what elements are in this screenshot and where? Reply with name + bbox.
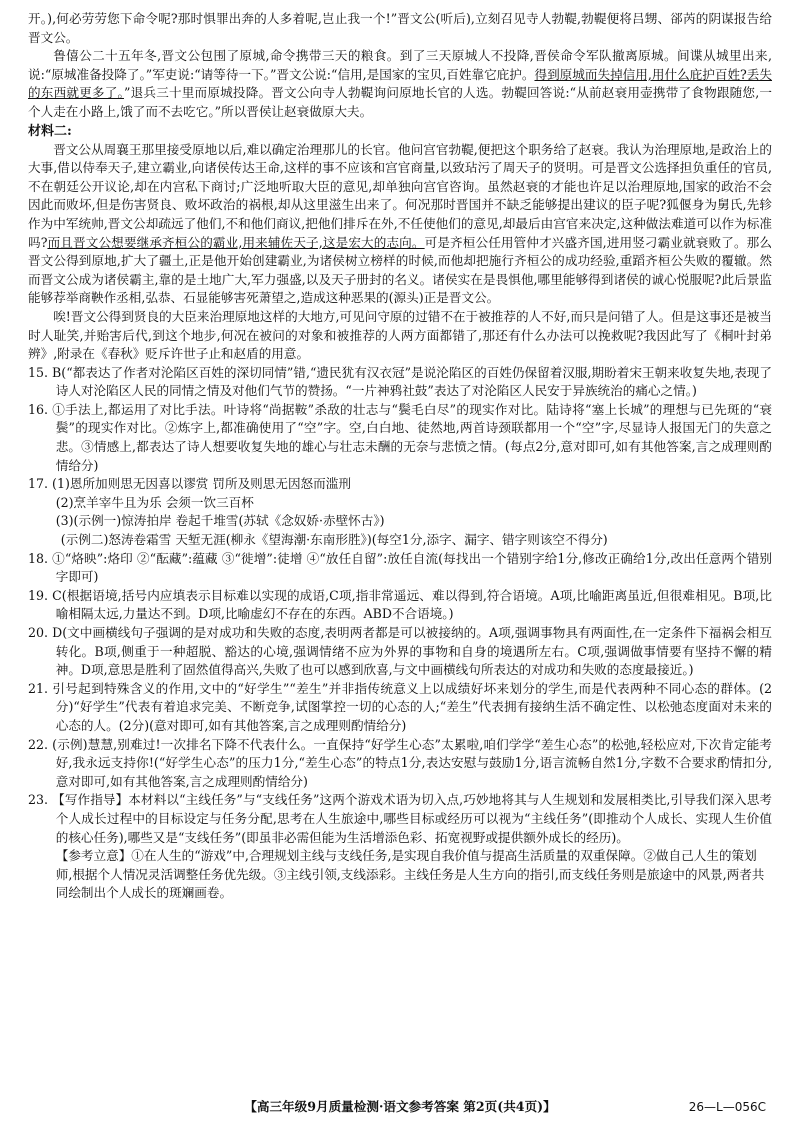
answer-19: 19. C(根据语境,括号内应填表示目标难以实现的成语,C项,指非常遥远、难以得到,符合语境。A项,比喻距离虽近,但很难相见。B项,比喻相隔太远,力量达不到。D项,比喻虚幻不存在的东西。ABD不合语境。) <box>28 587 772 622</box>
footer-code: 26—L—056C <box>688 1100 766 1114</box>
material-two-paragraph-2: 唉!晋文公得到贤良的大臣来治理原地这样的大地方,可见问守原的过错不在于被推荐的人不好,而只是问错了人。但是这事还是被当时人耻笑,并贻害后代,到这个地步,何况在被问的对象和被推荐的人两方面都错了,那还有什么办法可以挽救呢?我因此写了《桐叶封弟辨》,附录在《春秋》贬斥许世子止和赵盾的用意。 <box>28 308 772 362</box>
material-two <box>28 122 772 364</box>
material-two-heading: 材料二: <box>28 123 72 139</box>
answer-23-reference: 【参考立意】①在人生的“游戏”中,合理规划主线与支线任务,是实现自我价值与提高生活质量的双重保障。②做自己人生的策划师,根据个人情况灵活调整任务优先级。③主线引领,支线添彩。主线任务是人生方向的指引,而支线任务则是旅途中的风景,两者共同绘制出个人成长的斑斓画卷。 <box>55 848 765 901</box>
answers-section <box>28 364 772 903</box>
material-one <box>28 10 772 122</box>
material-one-text-b: ”退兵三十里而原城投降。晋文公向寺人勃鞮询问原地长官的人选。勃鞮回答说:“从前赵衰用壶携带了食物跟随您,一个人走在小路上,饿了而不去吃它。”所以晋侯让赵衰做原大夫。 <box>28 85 773 119</box>
answer-17-line-4: (示例二)怒涛卷霜雪 天堑无涯(柳永《望海潮·东南形胜》)(每空1分,添字、漏字、错字则该空不得分) <box>60 532 608 548</box>
answer-16: 16. ①手法上,都运用了对比手法。叶诗将“尚据鞍”杀敌的壮志与“鬓毛白尽”的现实作对比。陆诗将“塞上长城”的理想与已先斑的“衰鬓”的现实作对比。②炼字上,都准确使用了“空”字。空,白白地、徒然地,两首诗颈联都用一个“空”字,尽显诗人报国无门的失意之悲。③情感上,都表达了诗人想要收复失地的雄心与壮志未酬的无奈与悲愤之情。(每点2分,意对即可,如有其他答案,言之成理则酌情给分) <box>28 401 772 473</box>
answer-22: 22. (示例)慧慧,别难过!一次排名下降不代表什么。一直保持“好学生心态”太累啦,咱们学学“差生心态”的松弛,轻松应对,下次肯定能考好,我永远支持你!(“好学生心态”的压力1分,“差生心态”的特点1分,表达安慰与鼓励1分,语言流畅自然1分,字数不合要求酌情扣分,意对即可,如有其他答案,言之成理则酌情给分) <box>28 736 772 789</box>
material-two-text-a: 晋文公从周襄王那里接受原地以后,难以确定治理那儿的长官。他问宫官勃鞮,便把这个职务给了赵衰。我认为治理原地,是政治上的大事,借以侍奉天子,建立霸业,向诸侯传达王命,这样的事不应该和宫官商量,以致玷污了周天子的贤明。可是晋文公选择担负重任的官员,不在朝廷公开议论,却在内宫私下商讨;广泛地听取大臣的意见,却单独向宫官咨询。虽然赵衰的才能也许足以治理原地,国家的政治不会因此而败坏,但是伤害贤良、败坏政治的祸根,却从这里滋生出来了。何况那时晋国并不缺乏能够提出建议的臣子呢?狐偃身为舅氏,先轸作为中军统帅,晋文公却疏远了他们,不和他们商议,把他们排斥在外,不任使他们的意见,却最后由宫官来决定,这种做法难道可以作为标准吗? <box>28 141 772 250</box>
material-one-text-a: 鲁僖公二十五年冬,晋文公包围了原城,命令携带三天的粮食。到了三天原城人不投降,晋侯命令军队撤离原城。间谍从城里出来,说:“原城准备投降了。”军吏说:“请等待一下。”晋文公说:“信用,是国家的宝贝,百姓靠它庇护。 <box>28 48 772 82</box>
answer-15: 15. B(“都表达了作者对沦陷区百姓的深切同情”错,“遗民犹有汉衣冠”是说沦陷区的百姓仍保留着汉服,期盼着宋王朝来收复失地,表现了诗人对沦陷区人民的同情之情及对他们气节的赞扬。“一片神鸦社鼓”表达了对沦陷区人民安于异族统治的痛心之情。) <box>28 364 772 399</box>
answer-17-line-2: (2)烹羊宰牛且为乐 会须一饮三百杯 <box>55 494 254 510</box>
page-footer <box>0 1098 800 1116</box>
material-two-paragraph-1 <box>28 141 772 308</box>
answer-20: 20. D(文中画横线句子强调的是对成功和失败的态度,表明两者都是可以被接纳的。A项,强调事物具有两面性,在一定条件下福祸会相互转化。B项,侧重于一种超脱、豁达的心境,强调情绪不应为外界的事物和自身的境遇所左右。C项,强调做事情要有坚持不懈的精神。D项,意思是胜利了固然值得高兴,失败了也可以感到欣喜,与文中画横线句所表达的对成功和失败的态度最接近。) <box>28 625 772 678</box>
answer-23: 23. 【写作指导】本材料以“主线任务”与“支线任务”这两个游戏术语为切入点,巧妙地将其与人生规划和发展相类比,引导我们深入思考个人成长过程中的目标设定与任务分配,思考在人生旅途中,哪些目标或经历可以视为“主线任务”(即推动个人成长、实现人生价值的核心任务),哪些又是“支线任务”(即虽非必需但能为生活增添色彩、拓宽视野或提供额外成长的经历)。 <box>28 792 772 845</box>
answer-17-line-3: (3)(示例一)惊涛拍岸 卷起千堆雪(苏轼《念奴娇·赤壁怀古》) <box>55 513 385 529</box>
footer-title: 【高三年级9月质量检测·语文参考答案 第2页(共4页)】 <box>244 1099 556 1114</box>
answer-18: 18. ①“烙映”:烙印 ②“酝藏”:蕴藏 ③“徙增”:徒增 ④“放任自留”:放任自流(每找出一个错别字给1分,修改正确给1分,改出任意两个错别字即可) <box>28 550 772 585</box>
answer-21: 21. 引号起到特殊含义的作用,文中的“好学生”“差生”并非指传统意义上以成绩好坏来划分的学生,而是代表两种不同心态的群体。(2分)“好学生”代表有着追求完美、不断竞争,试图掌控一切的心态的人;“差生”代表拥有接纳生活不确定性、以松弛态度面对未来的心态的人。(2分)(意对即可,如有其他答案,言之成理则酌情给分) <box>28 680 772 733</box>
material-one-paragraph-2 <box>28 47 772 121</box>
answer-17-line-1: 17. (1)恩所加则思无因喜以谬赏 罚所及则思无因怒而滥刑 <box>28 476 351 492</box>
underlined-sentence: 得到原城而失掉信用,用什么庇护百姓?丢失的东西就更多了。 <box>28 66 773 101</box>
underlined-sentence: 而且晋文公想要继承齐桓公的霸业,用来辅佐天子,这是宏大的志向。 <box>47 234 425 250</box>
material-two-text-b: 可是齐桓公任用管仲才兴盛齐国,进用竖刁霸业就衰败了。那么晋文公得到原地,扩大了疆土,正是他开始创建霸业,为诸侯树立榜样的时候,而他却把施行齐桓公的成功经验,重蹈齐桓公失败的覆辙。然而晋文公成为诸侯霸主,靠的是土地广大,军力强盛,以及天子册封的名义。诸侯实在是畏惧他,哪里能够得到诸侯的诚心悦服呢?此后景监能够荐举商鞅作丞相,弘恭、石显能够害死萧望之,造成这种恶果的(源头)正是晋文公。 <box>28 234 772 306</box>
material-one-paragraph-1: 开。),何必劳劳您下命令呢?那时惧罪出奔的人多着呢,岂止我一个!”晋文公(听后),立刻召见寺人勃鞮,勃鞮便将吕甥、郤芮的阴谋报告给晋文公。 <box>28 11 772 45</box>
